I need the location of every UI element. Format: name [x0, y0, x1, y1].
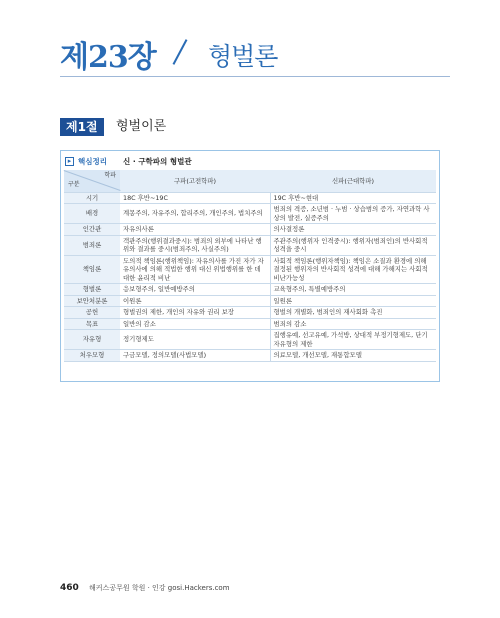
row-label: 배경 — [64, 204, 120, 224]
table-row — [64, 204, 436, 224]
table-row — [64, 330, 436, 350]
new-school-cell: 집행유예, 선고유예, 가석방, 상대적 부정기형제도, 단기자유형의 제한 — [270, 330, 436, 350]
old-school-cell: 도의적 책임론(행위책임): 자유의사를 가진 자가 자유의사에 의해 적법한 행위 대신 위법행위를 한 데 대한 윤리적 비난 — [120, 255, 270, 284]
old-school-cell: 이원론 — [120, 295, 270, 307]
summary-subtitle: 신 · 구학파의 형벌관 — [123, 157, 192, 166]
corner-label-category: 구분 — [68, 181, 80, 188]
old-school-cell: 정기형제도 — [120, 330, 270, 350]
table-header-row — [64, 170, 436, 192]
row-label: 범죄론 — [64, 235, 120, 255]
new-school-cell: 19C 후반~현대 — [270, 192, 436, 204]
row-label: 인간관 — [64, 224, 120, 236]
arrow-right-icon: ▸ — [65, 157, 74, 166]
row-label: 보안처분론 — [64, 295, 120, 307]
row-label: 공헌 — [64, 307, 120, 319]
summary-box — [60, 150, 440, 382]
chapter-divider — [173, 39, 188, 65]
section-badge: 제1절 — [60, 118, 104, 136]
summary-badge: 핵심정리 — [78, 157, 107, 166]
table-row — [64, 307, 436, 319]
new-school-cell: 범죄의 격증, 소년범 · 누범 · 상습범의 증가, 자연과학 사상의 발전, 실증주의 — [270, 204, 436, 224]
table-row — [64, 318, 436, 330]
page-footer — [60, 583, 230, 593]
table-row — [64, 255, 436, 284]
old-school-cell: 18C 후반~19C — [120, 192, 270, 204]
chapter-header — [60, 28, 450, 78]
table-row — [64, 192, 436, 204]
old-school-cell: 응보형주의, 일반예방주의 — [120, 284, 270, 296]
new-school-cell: 일원론 — [270, 295, 436, 307]
old-school-cell: 자유의사론 — [120, 224, 270, 236]
old-school-cell: 형벌권의 제한, 개인의 자유와 권리 보장 — [120, 307, 270, 319]
new-school-cell: 주관주의(행위자 인격중시): 행위자(범죄인)의 반사회적 성격을 중시 — [270, 235, 436, 255]
table-row — [64, 284, 436, 296]
new-school-cell: 의료모델, 개선모델, 재통합모델 — [270, 350, 436, 362]
old-school-cell: 구금모델, 정의모델(사법모델) — [120, 350, 270, 362]
footer-text: 해커스공무원 학원 · 인강 gosi.Hackers.com — [89, 584, 230, 592]
chapter-title: 형벌론 — [208, 42, 278, 71]
table-row — [64, 350, 436, 362]
chapter-rule — [60, 76, 450, 77]
chapter-number: 제23장 — [60, 40, 156, 75]
row-label: 처우모형 — [64, 350, 120, 362]
row-label: 책임론 — [64, 255, 120, 284]
new-school-cell: 사회적 책임론(행위자책임): 책임은 소질과 환경에 의해 결정된 행위자의 반사회적 성격에 대해 가해지는 사회적 비난가능성 — [270, 255, 436, 284]
new-school-cell: 의사결정론 — [270, 224, 436, 236]
table-corner-cell — [64, 170, 120, 192]
row-label: 자유형 — [64, 330, 120, 350]
column-header-new-school: 신파(근대학파) — [270, 170, 436, 192]
old-school-cell: 일반의 감소 — [120, 318, 270, 330]
row-label: 목표 — [64, 318, 120, 330]
table-row — [64, 235, 436, 255]
new-school-cell: 교육형주의, 특별예방주의 — [270, 284, 436, 296]
old-school-cell: 계몽주의, 자유주의, 합리주의, 개인주의, 법치주의 — [120, 204, 270, 224]
new-school-cell: 범죄의 감소 — [270, 318, 436, 330]
row-label: 형벌론 — [64, 284, 120, 296]
comparison-table — [64, 170, 436, 362]
page-number: 460 — [60, 583, 79, 593]
new-school-cell: 형벌의 개별화, 범죄인의 재사회화 촉진 — [270, 307, 436, 319]
table-row — [64, 295, 436, 307]
old-school-cell: 객관주의(행위결과중시): 범죄의 외부에 나타난 행위와 결과를 중시(범죄주의, 사실주의) — [120, 235, 270, 255]
table-row — [64, 224, 436, 236]
row-label: 시기 — [64, 192, 120, 204]
column-header-old-school: 구파(고전학파) — [120, 170, 270, 192]
corner-label-school: 학파 — [104, 172, 116, 179]
section-title: 형벌이론 — [116, 119, 167, 134]
